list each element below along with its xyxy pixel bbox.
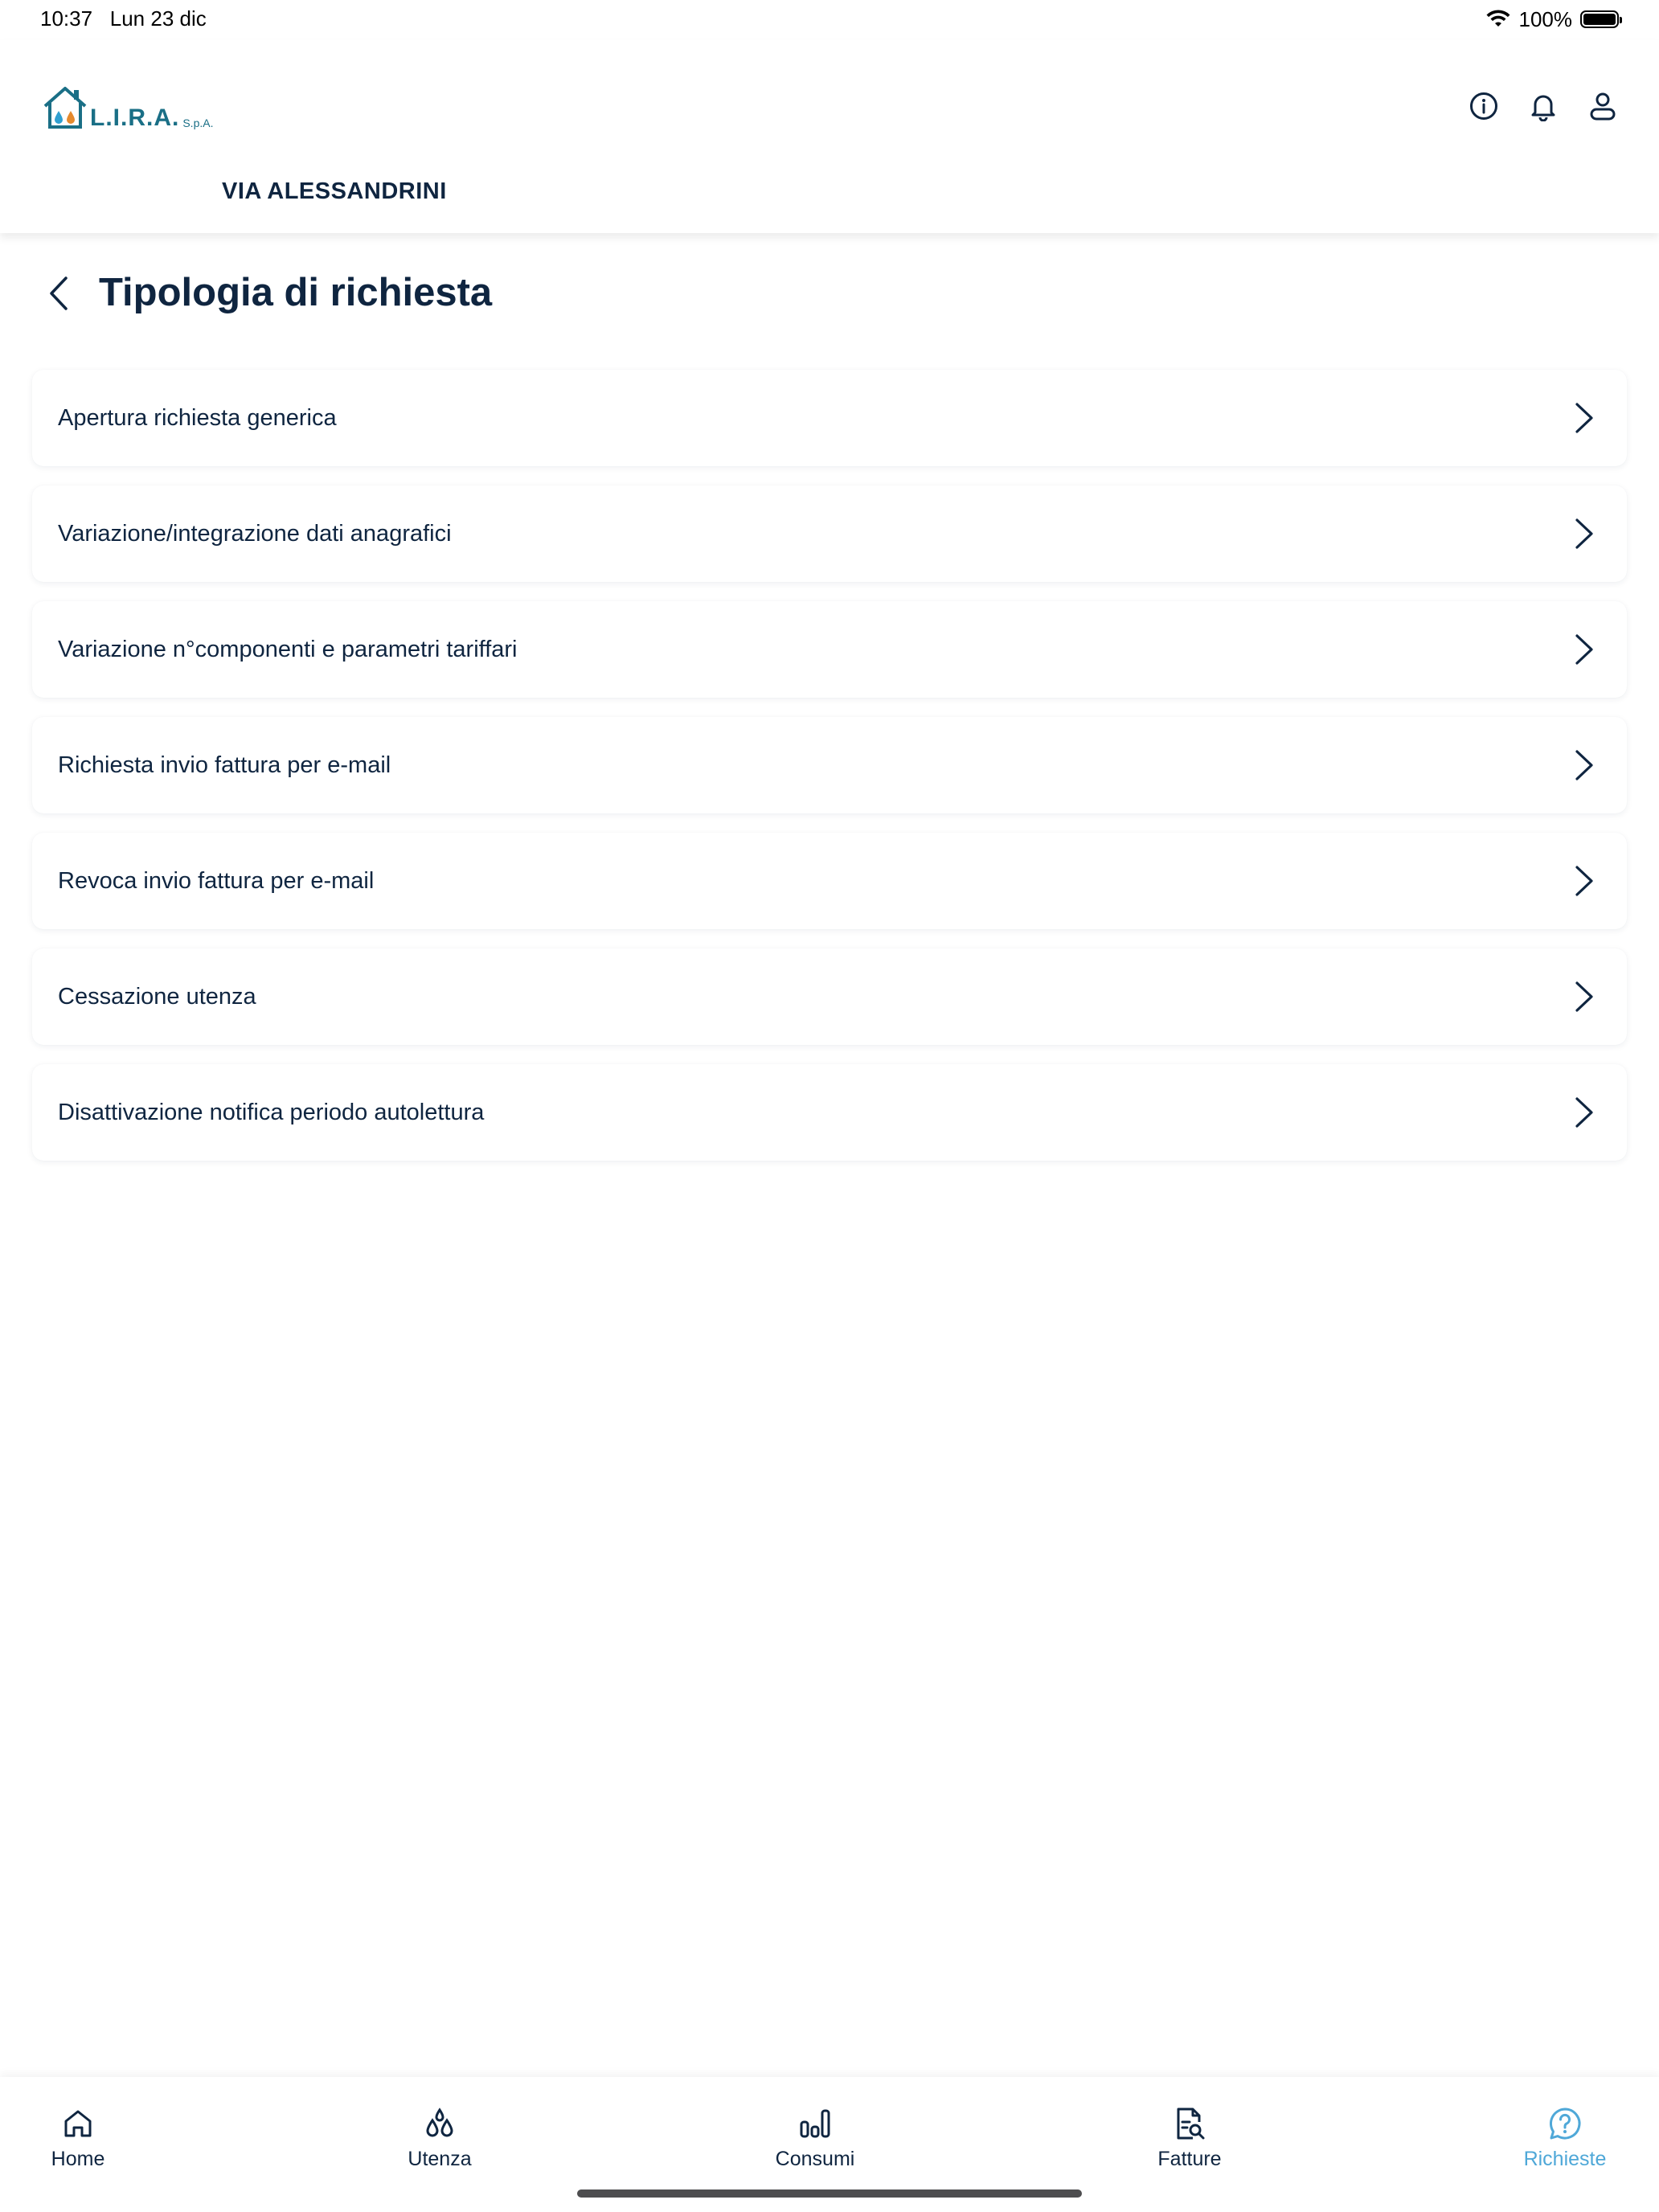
battery-icon <box>1580 10 1619 28</box>
status-indicators <box>1485 5 1620 34</box>
list-item[interactable] <box>32 601 1627 698</box>
list-item-label: Disattivazione notifica periodo autolettura <box>58 1100 485 1125</box>
status-clock: 10:37 <box>40 6 93 31</box>
list-item-label: Variazione n°componenti e parametri tariffari <box>58 637 518 662</box>
list-item-label: Variazione/integrazione dati anagrafici <box>58 521 452 547</box>
chevron-right-icon <box>1574 633 1595 666</box>
list-item-label: Richiesta invio fattura per e-mail <box>58 752 391 778</box>
list-item[interactable] <box>32 485 1627 582</box>
list-item[interactable] <box>32 1064 1627 1161</box>
app-header <box>0 40 1659 233</box>
chevron-right-icon <box>1574 981 1595 1013</box>
profile-button[interactable] <box>1587 90 1619 122</box>
status-date: Lun 23 dic <box>109 6 207 31</box>
status-bar <box>0 0 1659 40</box>
list-item-label: Revoca invio fattura per e-mail <box>58 868 375 894</box>
logo-suffix: S.p.A. <box>182 117 214 129</box>
nav-tab-home[interactable] <box>0 2106 166 2178</box>
lira-logo[interactable] <box>42 85 213 130</box>
water-drops-icon <box>422 2106 457 2141</box>
list-item-label: Cessazione utenza <box>58 984 256 1010</box>
back-button[interactable] <box>40 272 77 315</box>
nav-label-richieste: Richieste <box>1523 2148 1607 2170</box>
list-item[interactable] <box>32 370 1627 466</box>
selected-address[interactable]: VIA ALESSANDRINI <box>222 178 447 204</box>
nav-label-consumi: Consumi <box>775 2148 855 2170</box>
nav-label-fatture: Fatture <box>1157 2148 1222 2170</box>
request-type-list <box>32 370 1627 1180</box>
list-item[interactable] <box>32 717 1627 813</box>
bar-chart-icon <box>797 2106 833 2141</box>
info-icon <box>1469 91 1499 121</box>
house-drop-logo-icon <box>42 85 88 130</box>
nav-label-utenza: Utenza <box>408 2148 472 2170</box>
battery-percent: 100% <box>1518 6 1572 31</box>
invoice-search-icon <box>1172 2106 1207 2141</box>
user-icon <box>1587 91 1618 121</box>
nav-tab-utenza[interactable] <box>351 2106 528 2178</box>
logo-text: L.I.R.A. <box>90 104 180 131</box>
battery-fill <box>1583 14 1616 25</box>
chevron-right-icon <box>1574 749 1595 781</box>
nav-tab-richieste[interactable] <box>1477 2106 1653 2178</box>
chevron-right-icon <box>1574 402 1595 434</box>
list-item[interactable] <box>32 833 1627 929</box>
page-title: Tipologia di richiesta <box>99 271 493 314</box>
info-button[interactable] <box>1468 90 1500 122</box>
nav-tab-fatture[interactable] <box>1101 2106 1278 2178</box>
chevron-left-icon <box>48 276 69 311</box>
question-bubble-icon <box>1547 2106 1583 2141</box>
chevron-right-icon <box>1574 1096 1595 1129</box>
notifications-button[interactable] <box>1527 90 1559 122</box>
wifi-icon <box>1485 10 1511 29</box>
list-item-label: Apertura richiesta generica <box>58 405 337 431</box>
status-time <box>40 6 207 31</box>
chevron-right-icon <box>1574 518 1595 550</box>
home-indicator[interactable] <box>577 2189 1082 2198</box>
nav-label-home: Home <box>51 2148 105 2170</box>
chevron-right-icon <box>1574 865 1595 897</box>
list-item[interactable] <box>32 948 1627 1045</box>
home-icon <box>60 2106 96 2141</box>
bell-icon <box>1528 91 1559 121</box>
nav-tab-consumi[interactable] <box>727 2106 903 2178</box>
header-actions <box>1468 90 1619 122</box>
